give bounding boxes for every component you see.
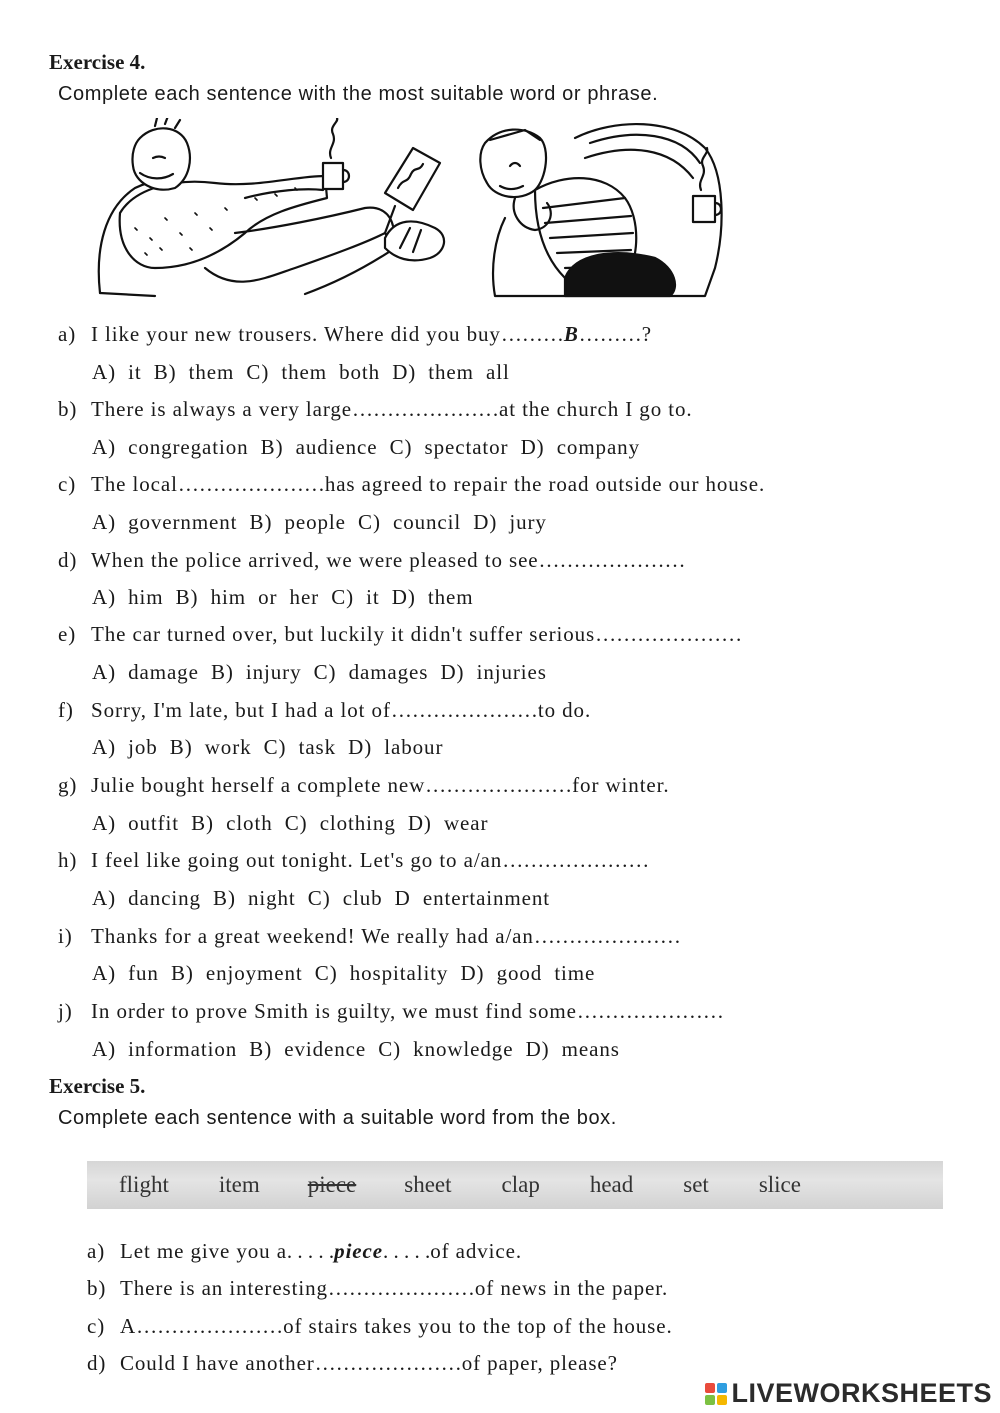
- question-4c: [58, 472, 765, 497]
- answer-blank[interactable]: …………………: [533, 924, 681, 948]
- word-box: [87, 1161, 943, 1209]
- question-text-after: of paper, please?: [461, 1351, 618, 1375]
- question-text: Julie bought herself a complete new: [91, 773, 426, 797]
- question-label: a): [58, 322, 77, 346]
- question-text: When the police arrived, we were pleased to see: [91, 548, 539, 572]
- exercise-4-instruction: Complete each sentence with the most suitable word or phrase.: [58, 83, 659, 105]
- answer-blank[interactable]: …………………: [136, 1314, 284, 1338]
- question-4h: [58, 848, 649, 873]
- answer-blank[interactable]: …………………: [538, 548, 686, 572]
- answer-blank[interactable]: …………………: [502, 848, 650, 872]
- liveworksheets-logo-icon: [705, 1383, 727, 1405]
- word-box-item: flight: [119, 1172, 169, 1197]
- options-4e: A) damage B) injury C) damages D) injuries: [92, 660, 547, 684]
- word-box-item: item: [218, 1172, 260, 1197]
- word-box-item: sheet: [404, 1172, 452, 1197]
- question-text-after: has agreed to repair the road outside our house.: [324, 472, 766, 496]
- exercise-5-instruction: Complete each sentence with a suitable word from the box.: [58, 1107, 617, 1129]
- liveworksheets-logo: [705, 1378, 992, 1409]
- options-4d: A) him B) him or her C) it D) them: [92, 585, 474, 609]
- answer-blank[interactable]: …………………: [351, 397, 499, 421]
- answer-blank[interactable]: …………………: [595, 622, 743, 646]
- question-text: Could I have another: [120, 1351, 315, 1375]
- question-text-after: to do.: [537, 698, 592, 722]
- logo-text: LIVEWORKSHEETS: [731, 1378, 992, 1408]
- question-4g: [58, 773, 670, 798]
- question-label: f): [58, 698, 74, 722]
- question-text-after: of stairs takes you to the top of the house.: [283, 1314, 673, 1338]
- answer-blank[interactable]: …………………: [390, 698, 538, 722]
- question-label: e): [58, 622, 77, 646]
- question-text: The local: [91, 472, 178, 496]
- question-label: a): [87, 1239, 106, 1263]
- question-5c: [87, 1314, 673, 1339]
- answer-blank-tail: ………: [578, 322, 642, 346]
- answer-blank[interactable]: …………………: [177, 472, 325, 496]
- question-label: g): [58, 773, 78, 797]
- question-label: d): [87, 1351, 107, 1375]
- answer-blank[interactable]: …………………: [327, 1276, 475, 1300]
- question-text: In order to prove Smith is guilty, we must find some: [91, 999, 577, 1023]
- question-4i: [58, 924, 681, 949]
- two-men-armchairs-illustration: [95, 118, 740, 300]
- options-4i: A) fun B) enjoyment C) hospitality D) good time: [92, 961, 596, 985]
- answer-blank[interactable]: ………: [500, 322, 564, 346]
- question-text: The car turned over, but luckily it didn't suffer serious: [91, 622, 596, 646]
- options-4h: A) dancing B) night C) club D entertainment: [92, 886, 551, 910]
- question-text: I like your new trousers. Where did you buy: [91, 322, 501, 346]
- question-label: c): [58, 472, 77, 496]
- question-text-after: ?: [641, 322, 652, 346]
- question-4e: [58, 622, 742, 647]
- word-box-item-used: piece: [307, 1172, 357, 1197]
- answer-blank[interactable]: …………………: [576, 999, 724, 1023]
- answer-blank[interactable]: …………………: [314, 1351, 462, 1375]
- question-4a: [58, 322, 652, 347]
- question-5d: [87, 1351, 618, 1376]
- options-4c: A) government B) people C) council D) jury: [92, 510, 547, 534]
- question-text-after: at the church I go to.: [498, 397, 693, 421]
- answer-blank-tail: . . . . .: [382, 1239, 431, 1263]
- options-4g: A) outfit B) cloth C) clothing D) wear: [92, 811, 489, 835]
- question-text: Thanks for a great weekend! We really had a/an: [91, 924, 534, 948]
- answer-blank[interactable]: . . . . .: [286, 1239, 335, 1263]
- question-label: j): [58, 999, 73, 1023]
- question-text-after: of advice.: [430, 1239, 523, 1263]
- answer-value: piece: [334, 1239, 383, 1263]
- question-4f: [58, 698, 591, 723]
- question-text: Sorry, I'm late, but I had a lot of: [91, 698, 391, 722]
- question-text: A: [120, 1314, 137, 1338]
- answer-blank[interactable]: …………………: [425, 773, 573, 797]
- question-text: There is always a very large: [91, 397, 352, 421]
- options-4a: A) it B) them C) them both D) them all: [92, 360, 510, 384]
- question-label: c): [87, 1314, 106, 1338]
- exercise-5-title: Exercise 5.: [49, 1074, 146, 1098]
- question-4d: [58, 548, 686, 573]
- exercise-4-title: Exercise 4.: [49, 50, 146, 74]
- question-text-after: for winter.: [572, 773, 670, 797]
- question-label: d): [58, 548, 78, 572]
- question-label: b): [58, 397, 78, 421]
- question-label: i): [58, 924, 73, 948]
- question-text: Let me give you a: [120, 1239, 287, 1263]
- question-text: I feel like going out tonight. Let's go to a/an: [91, 848, 503, 872]
- question-text-after: of news in the paper.: [474, 1276, 669, 1300]
- question-label: b): [87, 1276, 107, 1300]
- options-4j: A) information B) evidence C) knowledge D) means: [92, 1037, 620, 1061]
- answer-value: B: [563, 322, 579, 346]
- question-5b: [87, 1276, 668, 1301]
- question-label: h): [58, 848, 78, 872]
- options-4b: A) congregation B) audience C) spectator D) company: [92, 435, 640, 459]
- word-box-item: set: [683, 1172, 709, 1197]
- word-box-item: head: [589, 1172, 634, 1197]
- question-4b: [58, 397, 693, 422]
- word-box-item: clap: [501, 1172, 540, 1197]
- word-box-item: slice: [758, 1172, 801, 1197]
- options-4f: A) job B) work C) task D) labour: [92, 735, 444, 759]
- question-4j: [58, 999, 724, 1024]
- question-text: There is an interesting: [120, 1276, 328, 1300]
- question-5a: [87, 1239, 522, 1264]
